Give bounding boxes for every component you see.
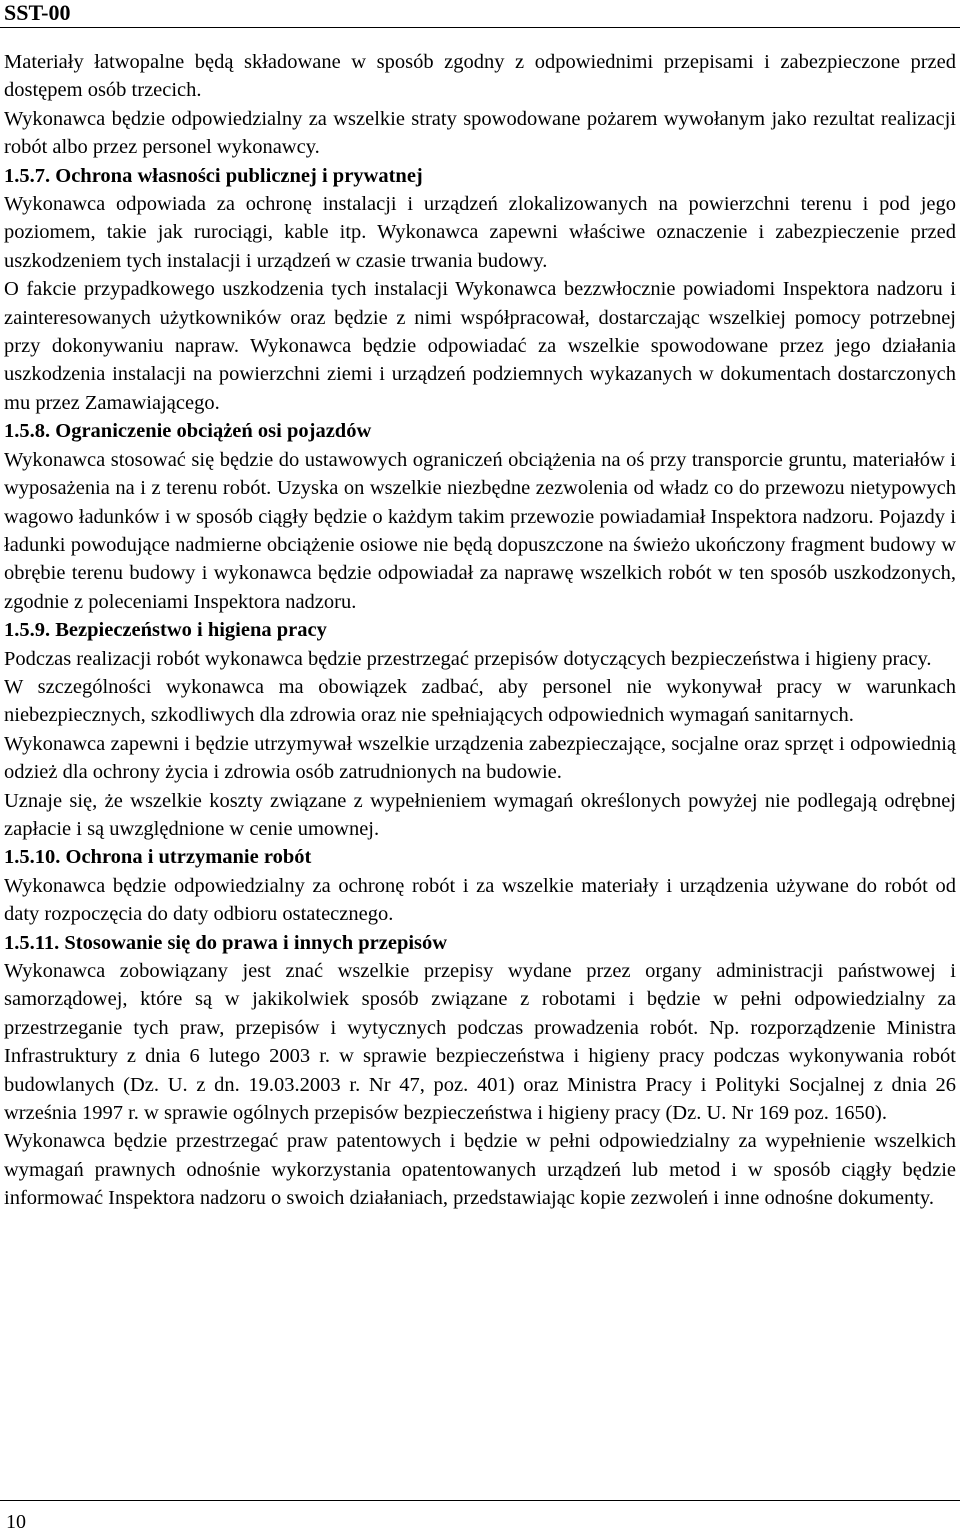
section-heading: 1.5.7. Ochrona własności publicznej i prywatnej xyxy=(4,164,423,187)
document-body xyxy=(4,48,956,1213)
page-number: 10 xyxy=(6,1511,26,1533)
body-paragraph: Wykonawca zapewni i będzie utrzymywał wszelkie urządzenia zabezpieczające, socjalne oraz sprzęt i odpowiednią odzież dla ochrony życia i zdrowia osób zatrudnionych na budowie. xyxy=(4,732,956,784)
section-heading: 1.5.9. Bezpieczeństwo i higiena pracy xyxy=(4,619,327,642)
body-paragraph: Wykonawca będzie przestrzegać praw patentowych i będzie w pełni odpowiedzialny za wypełnienie wszelkich wymagań prawnych odnośnie wykorzystania opatentowanych urządzeń lub metod i w sposób ciągły będzie informować Inspektora nadzoru o swoich działaniach, przedstawiając kopie zezwoleń i inne odnośne dokumenty. xyxy=(4,1130,956,1210)
body-paragraph: Podczas realizacji robót wykonawca będzie przestrzegać przepisów dotyczących bezpieczeństwa i higieny pracy. xyxy=(4,647,932,670)
section-heading: 1.5.11. Stosowanie się do prawa i innych przepisów xyxy=(4,931,448,954)
body-paragraph: Wykonawca będzie odpowiedzialny za ochronę robót i za wszelkie materiały i urządzenia używane do robót od daty rozpoczęcia do daty odbioru ostatecznego. xyxy=(4,874,956,926)
body-paragraph: Uznaje się, że wszelkie koszty związane z wypełnieniem wymagań określonych powyżej nie podlegają odrębnej zapłacie i są uwzględnione w cenie umownej. xyxy=(4,789,956,840)
body-paragraph: W szczególności wykonawca ma obowiązek zadbać, aby personel nie wykonywał pracy w warunkach niebezpiecznych, szkodliwych dla zdrowia oraz nie spełniających odpowiednich wymagań sanitarnych. xyxy=(4,675,956,727)
body-paragraph: Wykonawca będzie odpowiedzialny za wszelkie straty spowodowane pożarem wywołanym jako rezultat realizacji robót albo przez personel wykonawcy. xyxy=(4,107,956,159)
body-paragraph: Wykonawca stosować się będzie do ustawowych ograniczeń obciążenia na oś przy transporcie gruntu, materiałów i wyposażenia na i z terenu robót. Uzyska on wszelkie niezbędne zezwolenia od władz co do przewozu nietypowych wagowo ładunków i w sposób ciągły będzie o każdym takim przewozie powiadamiał Inspektora nadzoru. Pojazdy i ładunki powodujące nadmierne obciążenie osiowe nie będą dopuszczone na świeżo ukończony fragment budowy w obrębie terenu budowy i wykonawca będzie odpowiadał za naprawę wszelkich robót w ten sposób uszkodzonych, zgodnie z poleceniami Inspektora nadzoru. xyxy=(4,448,956,613)
section-heading: 1.5.8. Ograniczenie obciążeń osi pojazdów xyxy=(4,420,372,443)
body-paragraph: Wykonawca odpowiada za ochronę instalacji i urządzeń zlokalizowanych na powierzchni terenu i pod jego poziomem, takie jak rurociągi, kable itp. Wykonawca zapewni właściwe oznaczenie i zabezpieczenie przed uszkodzeniem tych instalacji i urządzeń w czasie trwania budowy. xyxy=(4,193,956,272)
header-divider xyxy=(0,27,960,28)
footer-divider xyxy=(0,1500,960,1501)
body-paragraph: Wykonawca zobowiązany jest znać wszelkie przepisy wydane przez organy administracji państwowej i samorządowej, które są w jakikolwiek sposób związane z robotami i będzie w pełni odpowiedzialny za przestrzeganie tych praw, przepisów i wytycznych podczas prowadzenia robót. Np. rozporządzenie Ministra Infrastruktury z dnia 6 lutego 2003 r. w sprawie bezpieczeństwa i higieny pracy podczas wykonywania robót budowlanych (Dz. U. z dn. 19.03.2003 r. Nr 47, poz. 401) oraz Ministra Pracy i Polityki Socjalnej z dnia 26 września 1997 r. w sprawie ogólnych przepisów bezpieczeństwa i higieny pracy (Dz. U. Nr 169 poz. 1650). xyxy=(4,960,956,1125)
body-paragraph: Materiały łatwopalne będą składowane w sposób zgodny z odpowiednimi przepisami i zabezpieczone przed dostępem osób trzecich. xyxy=(4,51,956,102)
document-code: SST-00 xyxy=(4,0,71,25)
section-heading: 1.5.10. Ochrona i utrzymanie robót xyxy=(4,846,312,869)
body-paragraph: O fakcie przypadkowego uszkodzenia tych instalacji Wykonawca bezzwłocznie powiadomi Inspektora nadzoru i zainteresowanych użytkowników oraz będzie z nimi współpracował, dostarczając wszelkiej pomocy potrzebnej przy dokonywaniu napraw. Wykonawca będzie odpowiadać za wszelkie spowodowane przez jego działania uszkodzenia instalacji na powierzchni ziemi i urządzeń podziemnych wykazanych w dokumentach dostarczonych mu przez Zamawiającego. xyxy=(4,278,956,414)
